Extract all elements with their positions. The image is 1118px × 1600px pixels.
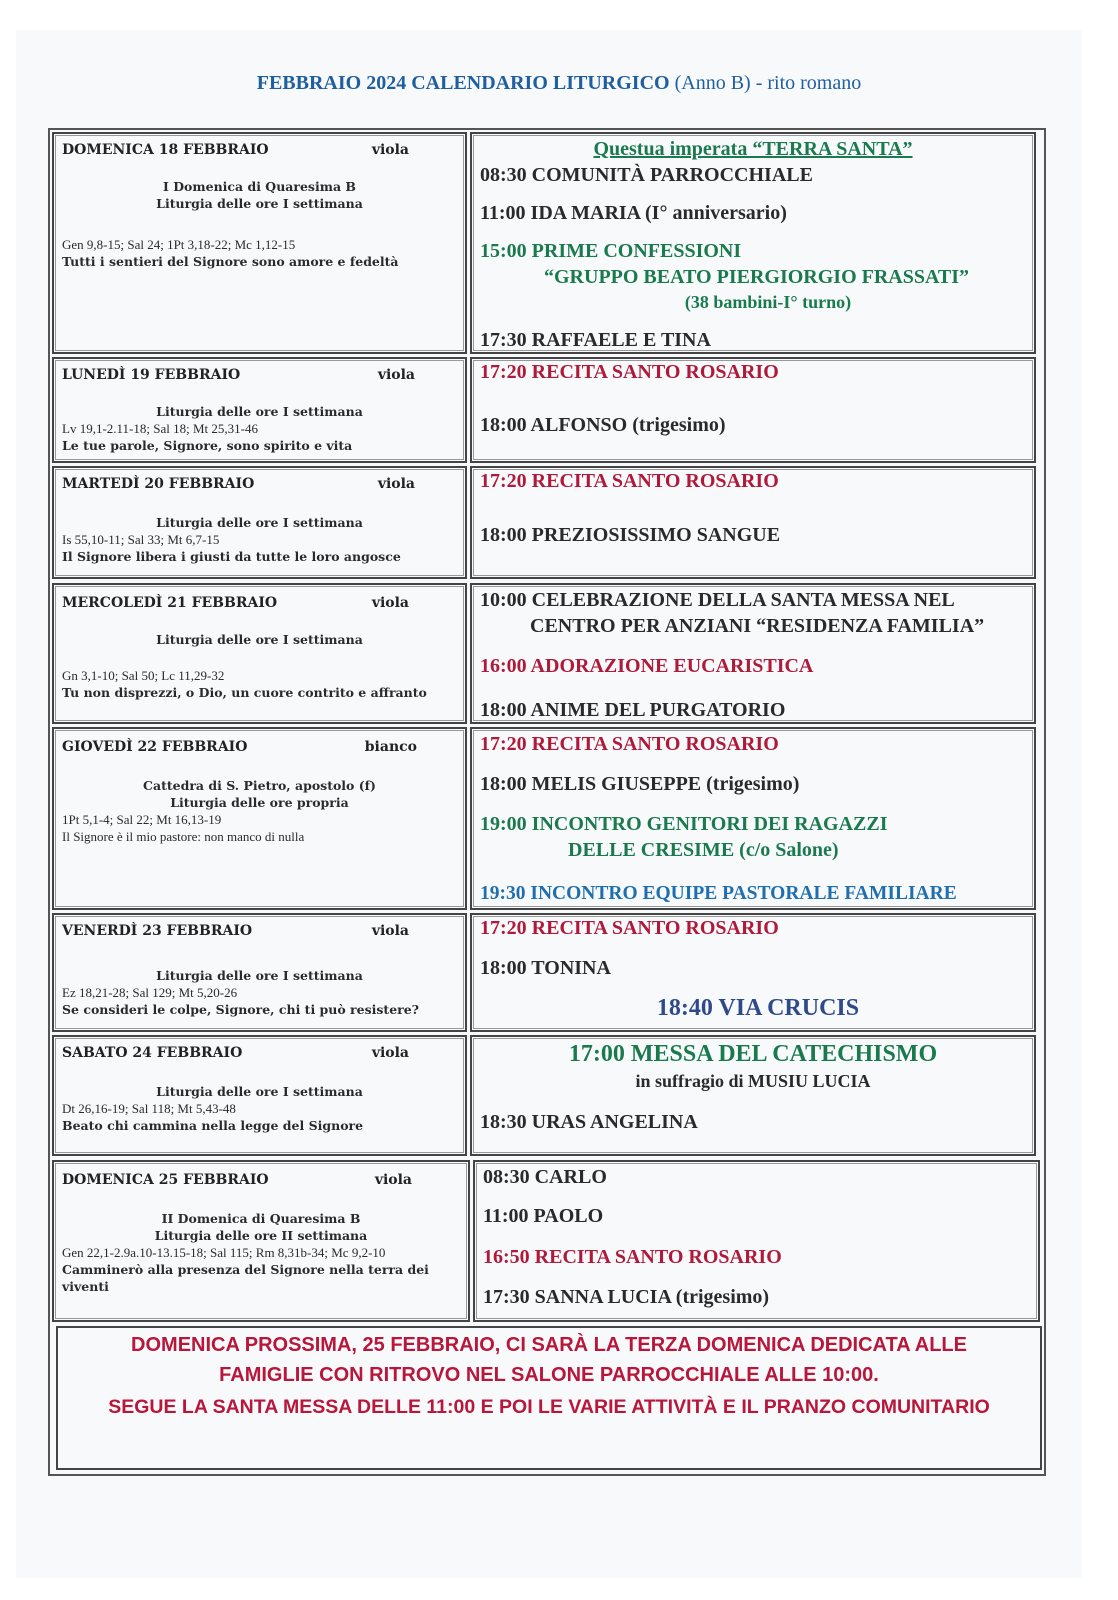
collection-notice: Questua imperata “TERRA SANTA”: [593, 138, 913, 160]
day-info-22: [52, 727, 467, 910]
event: 16:00 ADORAZIONE EUCARISTICA: [480, 655, 814, 677]
psalm-verse: Il Signore libera i giusti da tutte le loro angosce: [62, 549, 401, 564]
event-detail: “GRUPPO BEATO PIERGIORGIO FRASSATI”: [544, 266, 970, 288]
day-info-19: [52, 357, 467, 463]
event: 10:00 CELEBRAZIONE DELLA SANTA MESSA NEL: [480, 589, 955, 611]
liturgical-color: bianco: [364, 739, 417, 755]
psalm-verse: Tu non disprezzi, o Dio, un cuore contrito e affranto: [62, 685, 427, 700]
event: 17:20 RECITA SANTO ROSARIO: [480, 470, 779, 492]
day-line: Liturgia delle ore I settimana: [156, 968, 363, 983]
readings: Lv 19,1-2.11-18; Sal 18; Mt 25,31-46: [62, 421, 258, 436]
event: 16:50 RECITA SANTO ROSARIO: [483, 1246, 782, 1268]
day-line: Liturgia delle ore propria: [170, 795, 349, 810]
announcement-line: SEGUE LA SANTA MESSA DELLE 11:00 E POI LE VARIE ATTIVITÀ E IL PRANZO COMUNITARIO: [108, 1396, 990, 1418]
event: 11:00 IDA MARIA (I° anniversario): [480, 202, 787, 224]
event: 18:00 PREZIOSISSIMO SANGUE: [480, 524, 781, 546]
day-line: I Domenica di Quaresima B: [163, 179, 356, 194]
day-events-20: [470, 466, 1036, 579]
day-events-23: [470, 913, 1036, 1032]
day-header: GIOVEDÌ 22 FEBBRAIO: [62, 739, 248, 755]
event-highlight: 17:00 MESSA DEL CATECHISMO: [568, 1041, 938, 1067]
day-events-19: [470, 357, 1036, 463]
event-detail: CENTRO PER ANZIANI “RESIDENZA FAMILIA”: [530, 615, 985, 637]
liturgical-color: viola: [371, 1045, 409, 1061]
announcement-line: DOMENICA PROSSIMA, 25 FEBBRAIO, CI SARÀ LA TERZA DOMENICA DEDICATA ALLE: [131, 1334, 967, 1356]
liturgical-color: viola: [374, 1172, 412, 1188]
event-detail: in suffragio di MUSIU LUCIA: [635, 1071, 871, 1091]
event: 18:30 URAS ANGELINA: [480, 1111, 698, 1133]
day-line: Liturgia delle ore I settimana: [156, 632, 363, 647]
title-main: FEBBRAIO 2024 CALENDARIO LITURGICO: [256, 72, 670, 94]
day-info-20: [52, 466, 467, 579]
event: 18:00 ALFONSO (trigesimo): [480, 414, 726, 436]
day-info-23: [52, 913, 467, 1032]
day-line: Cattedra di S. Pietro, apostolo (f): [143, 778, 376, 793]
event: 08:30 CARLO: [483, 1166, 607, 1188]
event-highlight: 18:40 VIA CRUCIS: [656, 995, 860, 1021]
readings: Dt 26,16-19; Sal 118; Mt 5,43-48: [62, 1101, 236, 1116]
day-events-21: [470, 583, 1036, 724]
day-info-18: [52, 132, 467, 354]
day-header: LUNEDÌ 19 FEBBRAIO: [62, 367, 241, 383]
event: 17:30 SANNA LUCIA (trigesimo): [483, 1286, 770, 1308]
liturgical-color: viola: [371, 142, 409, 158]
event: 18:00 MELIS GIUSEPPE (trigesimo): [480, 773, 800, 795]
readings: Gen 9,8-15; Sal 24; 1Pt 3,18-22; Mc 1,12-15: [62, 237, 296, 252]
psalm-verse: Se consideri le colpe, Signore, chi ti può resistere?: [62, 1002, 420, 1017]
announcement-line: FAMIGLIE CON RITROVO NEL SALONE PARROCCHIALE ALLE 10:00.: [219, 1364, 879, 1386]
page-title: [0, 72, 1118, 95]
day-line: Liturgia delle ore I settimana: [156, 196, 363, 211]
event: 15:00 PRIME CONFESSIONI: [480, 240, 742, 262]
title-sub: (Anno B) - rito romano: [674, 72, 862, 94]
event-detail: (38 bambini-I° turno): [684, 292, 852, 312]
day-line: Liturgia delle ore II settimana: [154, 1228, 368, 1243]
day-header: DOMENICA 18 FEBBRAIO: [62, 142, 269, 158]
event: 18:00 ANIME DEL PURGATORIO: [480, 699, 786, 721]
event-detail: DELLE CRESIME (c/o Salone): [568, 839, 839, 861]
day-header: MERCOLEDÌ 21 FEBBRAIO: [62, 595, 278, 611]
announcement-box: [56, 1326, 1042, 1470]
liturgical-color: viola: [377, 476, 415, 492]
readings: Ez 18,21-28; Sal 129; Mt 5,20-26: [62, 985, 238, 1000]
psalm-verse: Le tue parole, Signore, sono spirito e vita: [62, 438, 353, 453]
day-info-25: [52, 1160, 470, 1322]
psalm-verse: Il Signore è il mio pastore: non manco di nulla: [62, 829, 305, 844]
psalm-verse: Camminerò alla presenza del Signore nella terra dei viventi: [62, 1262, 429, 1294]
day-header: VENERDÌ 23 FEBBRAIO: [62, 923, 253, 939]
day-info-24: [52, 1035, 467, 1156]
day-events-18: [470, 132, 1036, 354]
day-header: MARTEDÌ 20 FEBBRAIO: [62, 476, 255, 492]
liturgical-color: viola: [371, 923, 409, 939]
day-events-24: [470, 1035, 1036, 1156]
event: 19:00 INCONTRO GENITORI DEI RAGAZZI: [480, 813, 888, 835]
liturgical-color: viola: [377, 367, 415, 383]
readings: Gn 3,1-10; Sal 50; Lc 11,29-32: [62, 668, 225, 683]
day-title: [62, 178, 457, 212]
day-header: SABATO 24 FEBBRAIO: [62, 1045, 243, 1061]
liturgical-color: viola: [371, 595, 409, 611]
psalm-verse: Tutti i sentieri del Signore sono amore e fedeltà: [62, 254, 399, 269]
day-info-21: [52, 583, 467, 724]
readings: Gen 22,1-2.9a.10-13.15-18; Sal 115; Rm 8,31b-34; Mc 9,2-10: [62, 1245, 386, 1260]
readings: Is 55,10-11; Sal 33; Mt 6,7-15: [62, 532, 220, 547]
event: 17:30 RAFFAELE E TINA: [480, 329, 711, 351]
event: 18:00 TONINA: [480, 957, 611, 979]
event: 11:00 PAOLO: [483, 1205, 604, 1227]
day-line: II Domenica di Quaresima B: [161, 1211, 361, 1226]
event: 17:20 RECITA SANTO ROSARIO: [480, 361, 779, 383]
day-events-22: [470, 727, 1036, 910]
event: 17:20 RECITA SANTO ROSARIO: [480, 733, 779, 755]
event: 17:20 RECITA SANTO ROSARIO: [480, 917, 779, 939]
psalm-verse: Beato chi cammina nella legge del Signore: [62, 1118, 364, 1133]
day-header: DOMENICA 25 FEBBRAIO: [62, 1172, 269, 1188]
day-line: Liturgia delle ore I settimana: [156, 515, 363, 530]
event: 08:30 COMUNITÀ PARROCCHIALE: [480, 164, 813, 186]
readings: 1Pt 5,1-4; Sal 22; Mt 16,13-19: [62, 812, 222, 827]
day-events-25: [473, 1160, 1040, 1322]
day-line: Liturgia delle ore I settimana: [156, 404, 363, 419]
day-line: Liturgia delle ore I settimana: [156, 1084, 363, 1099]
event: 19:30 INCONTRO EQUIPE PASTORALE FAMILIARE: [480, 883, 957, 904]
